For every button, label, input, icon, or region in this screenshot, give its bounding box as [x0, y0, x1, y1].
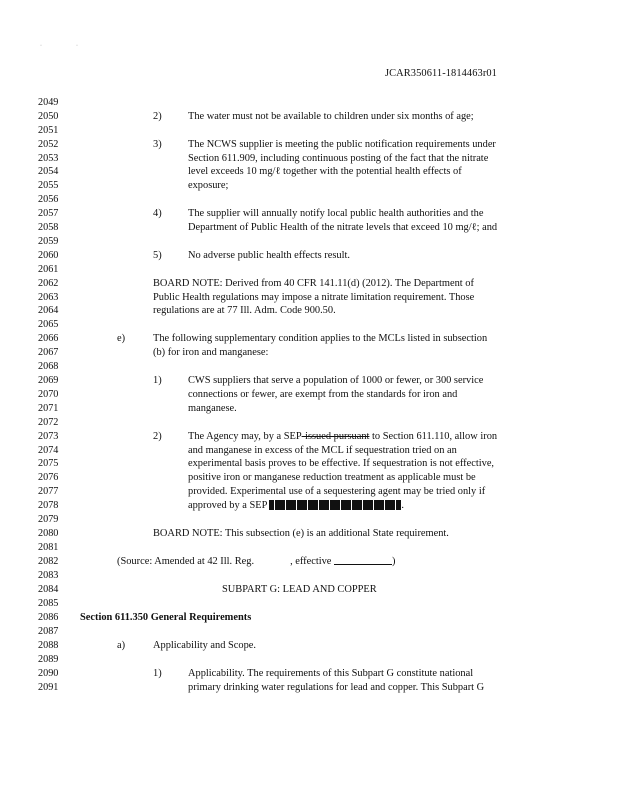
line-number: 2082	[38, 556, 59, 567]
item-text-line: manganese.	[188, 403, 237, 414]
line-number: 2058	[38, 222, 59, 233]
line-number: 2066	[38, 333, 59, 344]
board-note-line: regulations are at 77 Ill. Adm. Code 900.50.	[153, 305, 336, 316]
item-number: 4)	[153, 208, 162, 219]
line-number: 2057	[38, 208, 59, 219]
line-number: 2067	[38, 347, 59, 358]
line-number: 2078	[38, 500, 59, 511]
line-number: 2086	[38, 612, 59, 623]
scan-speck: ·	[40, 43, 42, 49]
text-fragment: (Source: Amended at 42 Ill. Reg.	[117, 556, 255, 567]
line-number: 2059	[38, 236, 59, 247]
line-number: 2091	[38, 682, 59, 693]
text-fragment: )	[392, 556, 396, 567]
line-number: 2069	[38, 375, 59, 386]
line-number: 2074	[38, 445, 59, 456]
subsection-text: Applicability and Scope.	[153, 640, 257, 651]
line-number: 2085	[38, 598, 59, 609]
blank-line	[334, 556, 392, 565]
item-text-line: Applicability. The requirements of this Subpart G constitute national	[188, 668, 474, 679]
item-text-line: connections or fewer, are exempt from the standards for iron and	[188, 389, 458, 400]
item-number: 1)	[153, 668, 162, 679]
line-number: 2070	[38, 389, 59, 400]
subpart-title: SUBPART G: LEAD AND COPPER	[222, 584, 377, 595]
item-text-line: level exceeds 10 mg/ℓ together with the potential health effects of	[188, 166, 462, 177]
line-number: 2087	[38, 626, 59, 637]
line-number: 2052	[38, 139, 59, 150]
source-note	[117, 556, 396, 568]
line-number: 2051	[38, 125, 59, 136]
item-text-line: provided. Experimental use of a sequestering agent may be tried only if	[188, 486, 486, 497]
subsection-text-line: (b) for iron and manganese:	[153, 347, 269, 358]
item-number: 2)	[153, 111, 162, 122]
line-number: 2076	[38, 472, 59, 483]
text-fragment: .	[401, 500, 404, 511]
line-number: 2088	[38, 640, 59, 651]
board-note-line: BOARD NOTE: Derived from 40 CFR 141.11(d) (2012). The Department of	[153, 278, 474, 289]
item-text-line: The NCWS supplier is meeting the public notification requirements under	[188, 139, 496, 150]
redaction-block	[269, 500, 401, 510]
item-text-line: Department of Public Health of the nitrate levels that exceed 10 mg/ℓ; and	[188, 222, 498, 233]
line-number: 2055	[38, 180, 59, 191]
item-text-line	[188, 431, 497, 443]
item-text-line: experimental basis proves to be effective. If sequestration is not effective,	[188, 458, 495, 469]
line-number: 2089	[38, 654, 59, 665]
document-header-id: JCAR350611-1814463r01	[385, 68, 497, 79]
section-heading: Section 611.350 General Requirements	[80, 612, 252, 623]
line-number: 2084	[38, 584, 59, 595]
item-text-line: positive iron or manganese reduction treatment as applicable must be	[188, 472, 476, 483]
line-number: 2071	[38, 403, 59, 414]
line-number: 2054	[38, 166, 59, 177]
text-fragment: to Section 611.110, allow iron	[369, 431, 498, 442]
line-number: 2073	[38, 431, 59, 442]
subsection-letter: e)	[117, 333, 126, 344]
struck-text: -issued pursuant	[301, 431, 370, 442]
item-text-line	[188, 500, 404, 512]
text-fragment: , effective	[290, 556, 332, 567]
item-number: 5)	[153, 250, 162, 261]
blank-space	[254, 556, 290, 564]
item-text-line: exposure;	[188, 180, 229, 191]
line-number: 2090	[38, 668, 59, 679]
line-number: 2061	[38, 264, 59, 275]
line-number: 2079	[38, 514, 59, 525]
item-text: The water must not be available to children under six months of age;	[188, 111, 474, 122]
item-number: 2)	[153, 431, 162, 442]
line-number: 2064	[38, 305, 59, 316]
item-text-line: CWS suppliers that serve a population of 1000 or fewer, or 300 service	[188, 375, 484, 386]
item-text-line: The supplier will annually notify local public health authorities and the	[188, 208, 484, 219]
line-number: 2050	[38, 111, 59, 122]
line-number: 2080	[38, 528, 59, 539]
item-text-line: and manganese in excess of the MCL if sequestration tried on an	[188, 445, 457, 456]
subsection-letter: a)	[117, 640, 126, 651]
subsection-text-line: The following supplementary condition applies to the MCLs listed in subsection	[153, 333, 488, 344]
item-text-line: Section 611.909, including continuous posting of the fact that the nitrate	[188, 153, 489, 164]
board-note: BOARD NOTE: This subsection (e) is an additional State requirement.	[153, 528, 449, 539]
line-number: 2049	[38, 97, 59, 108]
line-number: 2068	[38, 361, 59, 372]
item-number: 1)	[153, 375, 162, 386]
line-number: 2081	[38, 542, 59, 553]
line-number: 2077	[38, 486, 59, 497]
line-number: 2072	[38, 417, 59, 428]
line-number: 2083	[38, 570, 59, 581]
item-text-line: primary drinking water regulations for lead and copper. This Subpart G	[188, 682, 485, 693]
item-text: No adverse public health effects result.	[188, 250, 350, 261]
scan-speck: ·	[76, 43, 78, 49]
board-note-line: Public Health regulations may impose a nitrate limitation requirement. Those	[153, 292, 475, 303]
line-number: 2062	[38, 278, 59, 289]
line-number: 2060	[38, 250, 59, 261]
line-number: 2065	[38, 319, 59, 330]
text-fragment: approved by a SEP	[188, 500, 268, 511]
item-number: 3)	[153, 139, 162, 150]
line-number: 2056	[38, 194, 59, 205]
line-number: 2053	[38, 153, 59, 164]
text-fragment: The Agency may, by a SEP	[188, 431, 302, 442]
line-number: 2063	[38, 292, 59, 303]
line-number: 2075	[38, 458, 59, 469]
